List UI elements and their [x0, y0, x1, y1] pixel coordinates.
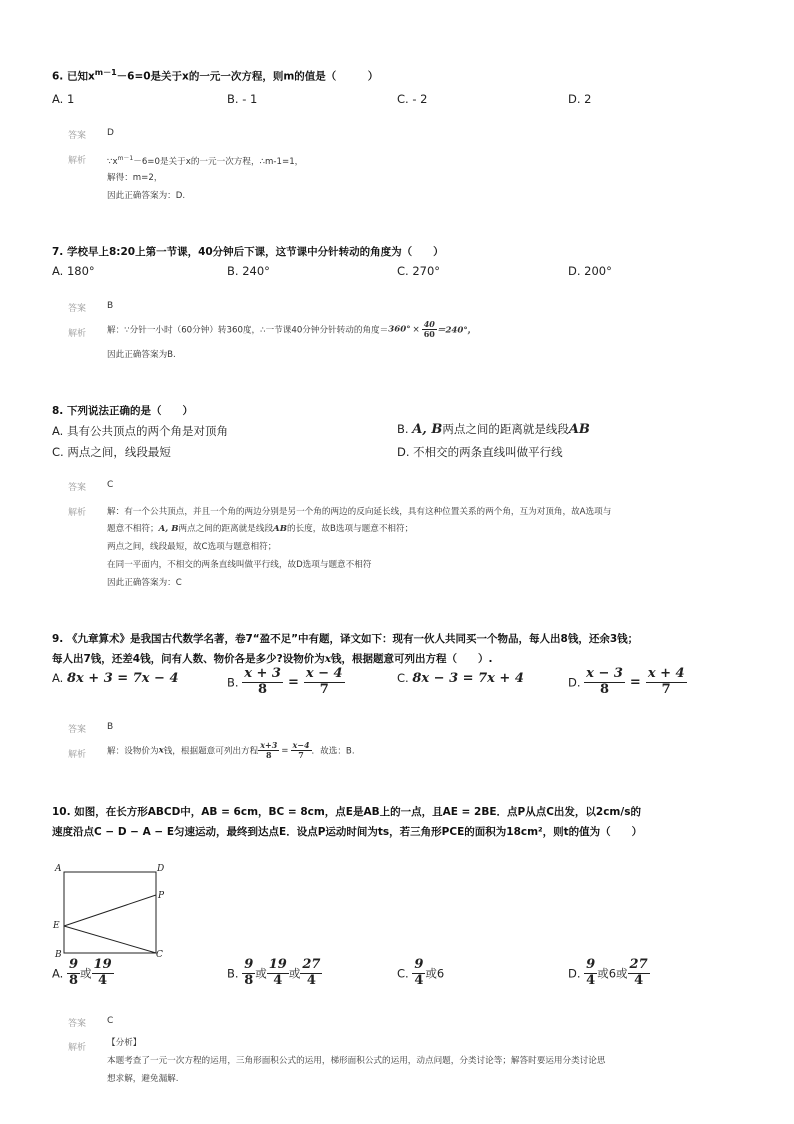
q8-explain-line-5: 因此正确答案为：C [107, 578, 182, 588]
q9-answer: B [107, 722, 114, 732]
q7-answer-label: 答案 [68, 304, 87, 314]
q7-option-d: D. 200° [568, 264, 612, 278]
label-d: D [157, 864, 165, 874]
q8-explain-line-1: 解：有一个公共顶点，并且一个角的两边分别是另一个角的两边的反向延长线，具有这种位置关系的两个角，互为对顶角，故A选项与 [107, 507, 612, 517]
question-6-stem: 6. 已知$x^{m-1}-6=0$是关于x的一元一次方程，则m的值是（ ） [52, 68, 379, 83]
question-10-stem-line-1: 10. 如图，在长方形ABCD中，AB = 6cm，BC = 8cm，点E是AB上的一点，且AE = 2BE．点P从点C出发，以2cm/s的 [52, 806, 641, 818]
q8-explain-label: 解析 [68, 508, 87, 518]
q6-answer: D [107, 128, 114, 138]
q7-option-a: A. 180° [52, 264, 95, 278]
question-7-stem: 7. 学校早上8:20上第一节课，40分钟后下课，这节课中分针转动的角度为（ ） [52, 246, 444, 258]
q7-option-b: B. 240° [227, 264, 270, 278]
q6-explain-line-3: 因此正确答案为：D. [107, 191, 186, 201]
q9-option-d: D. $\frac{x - 3}{8}$ = $\frac{x + 4}{7}$ [568, 666, 685, 697]
q6-option-c: C. - 2 [397, 92, 428, 106]
rectangle-figure [50, 860, 180, 960]
q10-explain-line-3: 想求解，避免漏解. [107, 1074, 179, 1084]
q6-option-b: B. - 1 [227, 92, 258, 106]
question-9-stem-line-2: 每人出7钱，还差4钱，问有人数、物价各是多少?设物价为x钱，根据题意可列出方程（ ）. [52, 653, 493, 665]
label-b: B [55, 950, 62, 960]
q6-option-d: D. 2 [568, 92, 592, 106]
q7-explain-line-1: 解：∵分针一小时（60分钟）转360度，∴一节课40分钟分针转动的角度＝360° × $\frac{40}{60}$ ＝240°， [107, 319, 477, 340]
q8-option-d: D. 不相交的两条直线叫做平行线 [397, 445, 563, 459]
question-9-stem-line-1: 9. 《九章算术》是我国古代数学名著，卷7“盈不足”中有题，译文如下：现有一伙人共同买一个物品，每人出8钱，还余3钱； [52, 633, 639, 645]
segment-ep [64, 895, 156, 926]
q10-option-b: B. $\frac{9}{8}$ 或 $\frac{19}{4}$ 或 $\frac{27}{4}$ [227, 957, 321, 988]
q6-option-a: A. 1 [52, 92, 75, 106]
q8-option-c: C. 两点之间，线段最短 [52, 445, 171, 459]
q7-explain-label: 解析 [68, 329, 87, 339]
q8-option-a: A. 具有公共顶点的两个角是对顶角 [52, 424, 228, 438]
q6-explain-line-1: $\because x^{m-1}-6=0$是关于x的一元一次方程，∴m-1=1， [107, 155, 304, 167]
q6-answer-label: 答案 [68, 131, 87, 141]
q6-explain-line-2: 解得：m=2， [107, 173, 163, 183]
q8-explain-line-4: 在同一平面内，不相交的两条直线叫做平行线，故D选项与题意不相符 [107, 560, 372, 570]
question-10-stem-line-2: 速度沿点C − D − A − E匀速运动，最终到达点E．设点P运动时间为ts，若三角形PCE的面积为18cm²，则t的值为（ ） [52, 826, 643, 838]
q7-explain-line-2: 因此正确答案为B. [107, 350, 176, 360]
q8-explain-line-3: 两点之间，线段最短，故C选项与题意相符； [107, 542, 277, 552]
label-e: E [53, 921, 60, 931]
q10-explain-label: 解析 [68, 1043, 87, 1053]
label-p: P [158, 891, 165, 901]
q9-option-b: B. $\frac{x + 3}{8}$ = $\frac{x - 4}{7}$ [227, 666, 343, 697]
q6-explain-label: 解析 [68, 156, 87, 166]
q9-answer-label: 答案 [68, 725, 87, 735]
q7-answer: B [107, 301, 114, 311]
q8-answer: C [107, 480, 114, 490]
q9-explain-line-1: 解：设物价为x钱，根据题意可列出方程 $\frac{x+3}{8}$ = $\frac{x-4}{7}$ ．故选：B. [107, 740, 355, 761]
q8-explain-line-2: 题意不相符；A, B两点之间的距离就是线段AB的长度，故B选项与题意不相符； [107, 524, 414, 534]
q9-option-c: C. 8x − 3 = 7x + 4 [397, 671, 524, 686]
q10-option-c: C. $\frac{9}{4}$ 或6 [397, 957, 445, 988]
q10-option-d: D. $\frac{9}{4}$ 或6或 $\frac{27}{4}$ [568, 957, 648, 988]
q8-option-b: B. A, B两点之间的距离就是线段AB [397, 422, 590, 437]
label-a: A [55, 864, 62, 874]
q10-option-a: A. $\frac{9}{8}$ 或 $\frac{19}{4}$ [52, 957, 112, 988]
rectangle-abcd [64, 872, 156, 953]
q10-answer-label: 答案 [68, 1019, 87, 1029]
question-8-stem: 8. 下列说法正确的是（ ） [52, 405, 193, 417]
q7-option-c: C. 270° [397, 264, 441, 278]
q10-explain-line-2: 本题考查了一元一次方程的运用，三角形面积公式的运用，梯形面积公式的运用，动点问题，分类讨论等；解答时要运用分类讨论思 [107, 1056, 606, 1066]
segment-ec [64, 926, 156, 953]
q10-explain-line-1: 【分析】 [107, 1038, 142, 1048]
q8-answer-label: 答案 [68, 483, 87, 493]
q9-explain-label: 解析 [68, 750, 87, 760]
q10-answer: C [107, 1016, 114, 1026]
label-c: C [156, 950, 163, 960]
q9-option-a: A. 8x + 3 = 7x − 4 [52, 671, 179, 686]
